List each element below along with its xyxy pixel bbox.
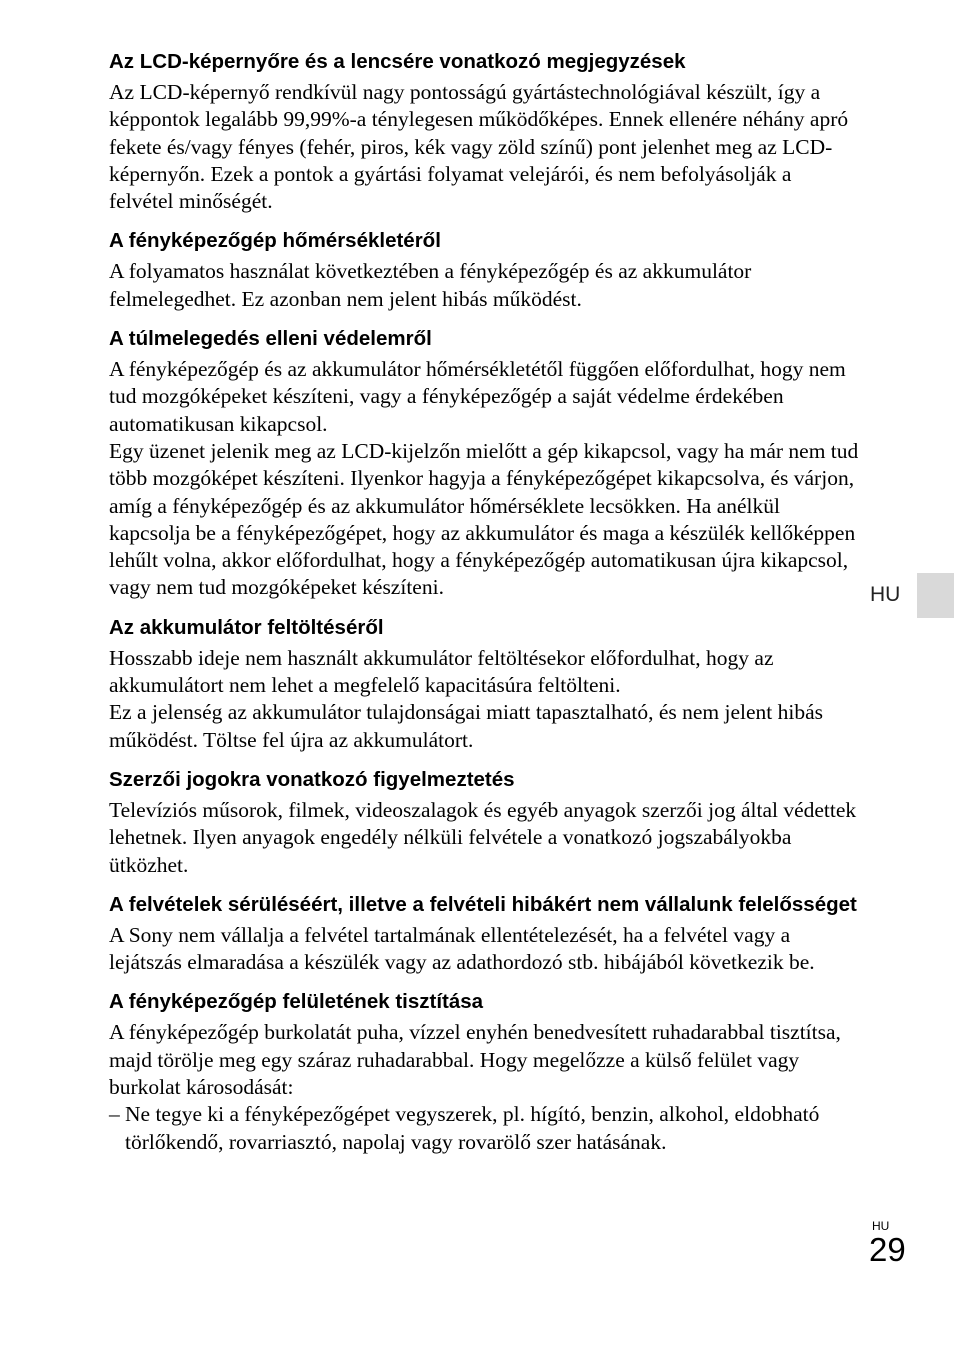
section-heading: A felvételek sérüléséért, illetve a felvételi hibákért nem vállalunk felelősséget bbox=[109, 892, 857, 916]
section-paragraph: Televíziós műsorok, filmek, videoszalagok és egyéb anyagok szerzői jog által védettek lehetnek. Ilyen anyagok engedély nélküli felvétele a vonatkozó jogszabályokba ütközhet. bbox=[109, 797, 857, 877]
section-paragraph: A Sony nem vállalja a felvétel tartalmának ellentételezését, ha a felvétel vagy a lejátszás elmaradása a készülék vagy az adathordozó stb. hibájából következik be. bbox=[109, 922, 815, 975]
section-paragraph: Hosszabb ideje nem használt akkumulátor feltöltésekor előfordulhat, hogy az akkumulátort nem lehet a megfelelő kapacitásúra feltölteni. bbox=[109, 645, 774, 698]
section-heading: A fényképezőgép hőmérsékletéről bbox=[109, 229, 441, 253]
section-cleaning bbox=[109, 988, 861, 1155]
section-lcd bbox=[109, 48, 861, 215]
section-heading: Az akkumulátor feltöltéséről bbox=[109, 615, 384, 639]
section-heading: Az LCD-képernyőre és a lencsére vonatkozó megjegyzések bbox=[109, 50, 686, 73]
dash-list-item bbox=[109, 1101, 861, 1156]
section-paragraph: A fényképezőgép burkolatát puha, vízzel enyhén benedvesített ruhadarabbal tisztítsa, majd törölje meg egy száraz ruhadarabbal. Hogy megelőzze a külső felület vagy burkolat károsodását: bbox=[109, 1020, 841, 1100]
section-temperature bbox=[109, 227, 861, 313]
section-paragraph: Ez a jelenség az akkumulátor tulajdonságai miatt tapasztalható, és nem jelent hibás működést. Töltse fel újra az akkumulátort. bbox=[109, 700, 824, 752]
section-battery bbox=[109, 614, 861, 754]
section-heading: Szerzői jogokra vonatkozó figyelmeztetés bbox=[109, 767, 515, 791]
section-heading: A fényképezőgép felületének tisztítása bbox=[109, 990, 484, 1014]
page-content bbox=[109, 48, 861, 1168]
dash-mark: – bbox=[109, 1102, 120, 1127]
language-side-tab bbox=[917, 573, 954, 618]
language-tab-label: HU bbox=[870, 583, 901, 606]
section-paragraph: Egy üzenet jelenik meg az LCD-kijelzőn mielőtt a gép kikapcsol, vagy ha már nem tud több mozgóképet készíteni. Ilyenkor hagyja a fényképezőgépet kikapcsolva, és várjon, amíg a fényképezőgép és az akkumulátor hőmérséklete lecsökken. Ha anélkül kapcsolja be a fényképezőgépet, hogy az akkumulátor és maga a készülék kellőképpen lehűlt volna, akkor előfordulhat, hogy a fényképezőgép automatikusan újra kikapcsol, vagy nem tud mozgóképeket készíteni. bbox=[109, 438, 859, 600]
section-overheat bbox=[109, 325, 861, 602]
section-paragraph: A folyamatos használat következtében a fényképezőgép és az akkumulátor felmelegedhet. Ez azonban nem jelent hibás működést. bbox=[109, 259, 752, 311]
page-number: 29 bbox=[869, 1231, 906, 1268]
footer-language: HU bbox=[872, 1219, 890, 1233]
section-copyright bbox=[109, 766, 861, 879]
section-paragraph: A fényképezőgép és az akkumulátor hőmérsékletétől függően előfordulhat, hogy nem tud mozgóképeket készíteni, vagy a fényképezőgép a saját védelme érdekében automatikusan kikapcsol. bbox=[109, 357, 846, 436]
section-heading: A túlmelegedés elleni védelemről bbox=[109, 327, 432, 351]
section-liability bbox=[109, 891, 861, 977]
section-paragraph: Az LCD-képernyő rendkívül nagy pontosságú gyártástechnológiával készült, így a képpontok legalább 99,99%-a ténylegesen működőképes. Ennek ellenére néhány apró fekete és/vagy fényes (fehér, piros, kék vagy zöld színű) pont jelenhet meg az LCD-képernyőn. Ezek a pontok a gyártási folyamat velejárói, és nem befolyásolják a felvétel minőségét. bbox=[109, 80, 849, 214]
dash-item-text: Ne tegye ki a fényképezőgépet vegyszerek, pl. hígító, benzin, alkohol, eldobható törlőkendő, rovarriasztó, napolaj vagy rovarölő szer hatásának. bbox=[125, 1102, 820, 1154]
